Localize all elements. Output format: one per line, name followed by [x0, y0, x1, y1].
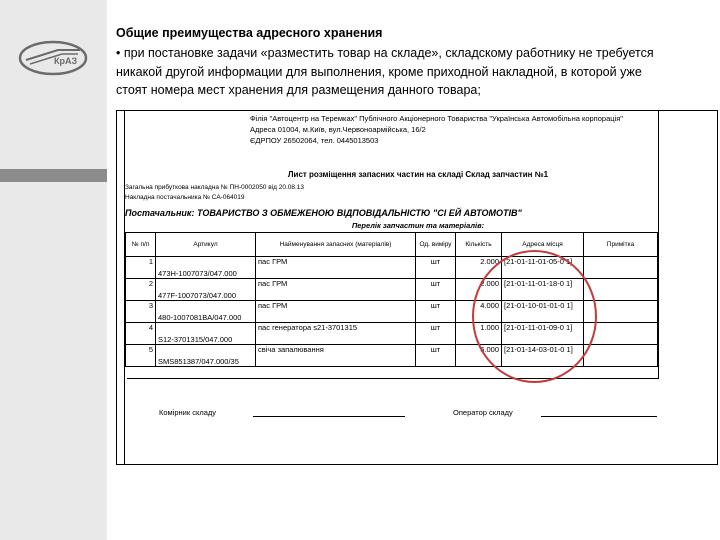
col-unit: Од. виміру	[416, 233, 456, 257]
storekeeper-label: Комірник складу	[159, 408, 217, 417]
invoice-number: Загальна прибуткова накладна № ПН-0002050 від 20.08.13	[125, 184, 305, 191]
left-decor-bar	[0, 169, 107, 182]
col-address: Адреса місця	[502, 233, 584, 257]
doc-inner-border	[127, 378, 659, 379]
kraz-logo-icon	[18, 40, 88, 76]
col-note: Примітка	[584, 233, 658, 257]
slide-title: Общие преимущества адресного хранения	[116, 26, 383, 40]
operator-signature-line	[541, 416, 657, 417]
supplier: Постачальник: ТОВАРИСТВО З ОБМЕЖЕНОЮ ВІДПОВІДАЛЬНІСТЮ "СІ ЕЙ АВТОМОТІВ"	[125, 208, 522, 218]
col-article: Артикул	[156, 233, 256, 257]
svg-text:КрАЗ: КрАЗ	[54, 56, 78, 66]
company-line: Філія "Автоцентр на Теремках" Публічного Акціонерного Товариства "Українська Автомобільна корпорація"	[250, 114, 623, 123]
company-code: ЄДРПОУ 26502064, тел. 0445013503	[250, 136, 379, 145]
table-row: 2 477F-1007073/047.000 пас ГРМ шт 2.000 [21-01-11-01-18-0 1]	[126, 279, 658, 301]
table-row: 3 480-1007081BA/047.000 пас ГРМ шт 4.000 [21-01-10-01-01-0 1]	[126, 301, 658, 323]
highlight-circle	[472, 250, 597, 383]
doc-inner-border	[658, 111, 659, 379]
operator-label: Оператор складу	[453, 408, 513, 417]
col-qty: Кількість	[456, 233, 502, 257]
table-row: 1 473H-1007073/047.000 пас ГРМ шт 2.000 [21-01-11-01-05-0 1]	[126, 257, 658, 279]
company-address: Адреса 01004, м.Київ, вул.Червоноармійська, 16/2	[250, 125, 426, 134]
col-name: Найменування запасних (матеріалів)	[256, 233, 416, 257]
invoice-document-image	[116, 110, 718, 465]
table-row: 4 S12-3701315/047.000 пас генератора s21-3701315 шт 1.000 [21-01-11-01-09-0 1]	[126, 323, 658, 345]
sheet-title: Лист розміщення запасних частин на складі Склад запчастин №1	[287, 170, 549, 179]
col-number: № п/п	[126, 233, 156, 257]
list-title: Перелік запчастин та матеріалів:	[351, 221, 485, 230]
storekeeper-signature-line	[253, 416, 405, 417]
table-row: 5 SMS851387/047.000/35 свіча запалювання шт 6.000 [21-01-14-03-01-0 1]	[126, 345, 658, 367]
slide-bullet: • при постановке задачи «разместить товар на складе», складскому работнику не требуется никакой другой информации для выполнения, кроме приходной накладной, в которой уже стоят номера мест хранения для размещения данного товара;	[116, 46, 654, 97]
left-decor-strip	[0, 0, 107, 540]
supplier-invoice: Накладна постачальника № СА-064019	[125, 194, 245, 201]
